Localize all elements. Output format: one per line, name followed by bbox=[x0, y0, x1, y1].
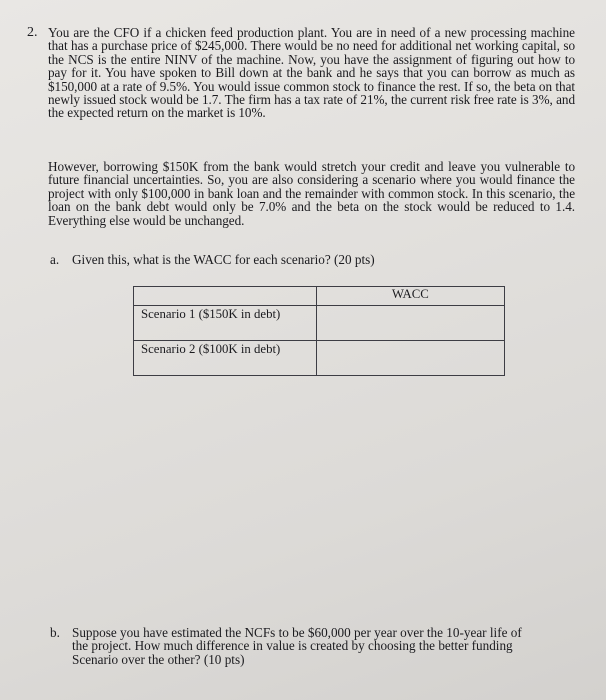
table-header-row bbox=[134, 287, 505, 306]
question-number: 2. bbox=[27, 25, 38, 40]
part-b-text: Suppose you have estimated the NCFs to be $60,000 per year over the 10-year life of the project. How much difference in value is created by choosing the better funding Scenario over the other? (10 pts) bbox=[72, 625, 522, 667]
question-paragraph-1: You are the CFO if a chicken feed production plant. You are in need of a new processing machine that has a purchase price of $245,000. There would be no need for additional net working capital, so the NCS is the entire NINV of the machine. Now, you have the assignment of figuring out how to pay for it. You have spoken to Bill down at the bank and he says that you can borrow as much as $150,000 at a rate of 9.5%. You would issue common stock to finance the rest. If so, the beta on that newly issued stock would be 1.7. The firm has a tax rate of 21%, the current risk free rate is 3%, and the expected return on the market is 10%. bbox=[48, 25, 575, 121]
table-header-wacc: WACC bbox=[316, 287, 504, 306]
wacc-table bbox=[133, 286, 505, 376]
table-row bbox=[134, 306, 505, 341]
part-a-letter: a. bbox=[50, 252, 60, 267]
scenario-1-label: Scenario 1 ($150K in debt) bbox=[134, 306, 317, 341]
scenario-2-wacc-cell[interactable] bbox=[316, 341, 504, 376]
part-a-text: Given this, what is the WACC for each scenario? (20 pts) bbox=[72, 252, 375, 267]
scenario-2-label: Scenario 2 ($100K in debt) bbox=[134, 341, 317, 376]
table-row bbox=[134, 341, 505, 376]
part-b-letter: b. bbox=[50, 625, 60, 640]
table-header-blank bbox=[134, 287, 317, 306]
scenario-1-wacc-cell[interactable] bbox=[316, 306, 504, 341]
question-paragraph-2: However, borrowing $150K from the bank would stretch your credit and leave you vulnerable to future financial uncertainties. So, you are also considering a scenario where you would finance the project with only $100,000 in bank loan and the remainder with common stock. In this scenario, the loan on the bank debt would only be 7.0% and the beta on the stock would be reduced to 1.4. Everything else would be unchanged. bbox=[48, 159, 575, 228]
